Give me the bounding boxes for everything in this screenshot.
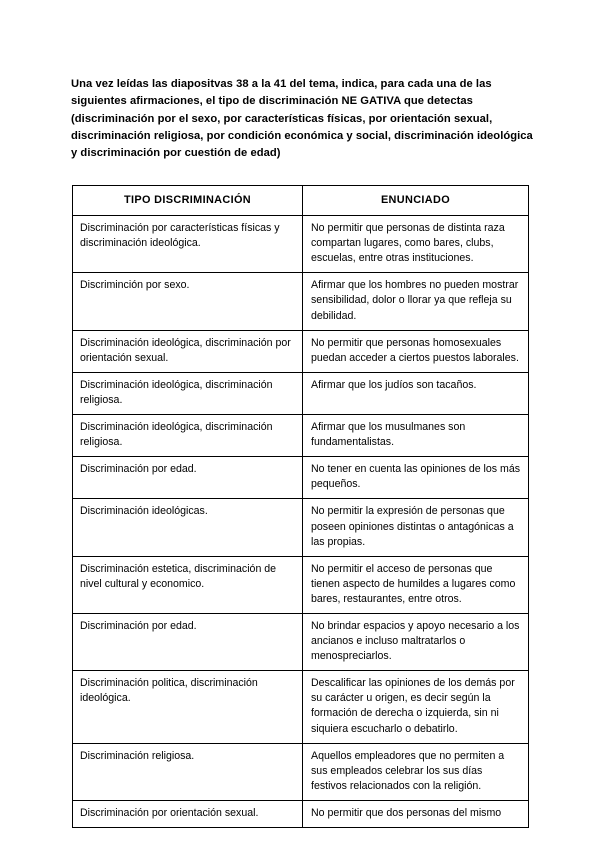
table-row (73, 613, 529, 670)
cell-type: Discriminación ideológica, discriminación religiosa. (73, 415, 303, 457)
intro-line-1: Una vez leídas las diapositvas 38 a la 41 del tema, indica, para cada una de las (71, 78, 492, 90)
column-header-statement: ENUNCIADO (303, 186, 529, 216)
cell-statement: No permitir que personas de distinta raza compartan lugares, como bares, clubs, escuelas, entre otras instituciones. (303, 216, 529, 273)
cell-type: Discriminación ideológica, discriminación religiosa. (73, 372, 303, 414)
cell-statement: No tener en cuenta las opiniones de los más pequeños. (303, 457, 529, 499)
intro-line-3: (discriminación por el sexo, por características físicas, por orientación sexual, (71, 112, 493, 125)
cell-statement: Afirmar que los judíos son tacaños. (303, 372, 529, 414)
cell-type: Discriminación estetica, discriminación de nivel cultural y economico. (73, 556, 303, 613)
intro-line-4: discriminación religiosa, por condición económica y social, discriminación ideológica (71, 129, 533, 142)
cell-type: Discriminación por edad. (73, 457, 303, 499)
table-row (73, 671, 529, 743)
cell-statement: Afirmar que los musulmanes son fundamentalistas. (303, 415, 529, 457)
table-row (73, 216, 529, 273)
cell-statement: Afirmar que los hombres no pueden mostrar sensibilidad, dolor o llorar ya que refleja su debilidad. (303, 273, 529, 330)
column-header-type: TIPO DISCRIMINACIÓN (73, 186, 303, 216)
cell-type: Discriminción por sexo. (73, 273, 303, 330)
cell-type: Discriminación ideológicas. (73, 499, 303, 556)
table-header (73, 186, 529, 216)
table-row (73, 743, 529, 800)
cell-statement: No permitir que personas homosexuales puedan acceder a ciertos puestos laborales. (303, 330, 529, 372)
cell-statement: Descalificar las opiniones de los demás por su carácter u origen, es decir según la formación de derecha o izquierda, sin ni siquiera escucharlo o debatirlo. (303, 671, 529, 743)
table-row (73, 415, 529, 457)
cell-type: Discriminación politica, discriminación ideológica. (73, 671, 303, 743)
table-row (73, 800, 529, 827)
table-row (73, 330, 529, 372)
cell-statement: No brindar espacios y apoyo necesario a los ancianos e incluso maltratarlos o menospreciarlos. (303, 613, 529, 670)
table-row (73, 372, 529, 414)
cell-statement: No permitir el acceso de personas que tienen aspecto de humildes a lugares como bares, restaurantes, entre otros. (303, 556, 529, 613)
intro-line-2: siguientes afirmaciones, el tipo de discriminación NE GATIVA que detectas (71, 95, 473, 108)
cell-type: Discriminación por características físicas y discriminación ideológica. (73, 216, 303, 273)
cell-type: Discriminación por orientación sexual. (73, 800, 303, 827)
intro-line-5: y discriminación por cuestión de edad) (71, 147, 281, 160)
cell-statement: Aquellos empleadores que no permiten a sus empleados celebrar los sus días festivos relacionados con la religión. (303, 743, 529, 800)
table-row (73, 556, 529, 613)
table-body (73, 216, 529, 828)
cell-statement: No permitir que dos personas del mismo (303, 800, 529, 827)
discrimination-table-wrapper (72, 185, 528, 828)
cell-statement: No permitir la expresión de personas que poseen opiniones distintas o antagónicas a las propias. (303, 499, 529, 556)
intro-paragraph (71, 76, 533, 162)
table-row (73, 457, 529, 499)
cell-type: Discriminación ideológica, discriminación por orientación sexual. (73, 330, 303, 372)
table-header-row (73, 186, 529, 216)
cell-type: Discriminación por edad. (73, 613, 303, 670)
discrimination-table (72, 185, 529, 828)
table-row (73, 499, 529, 556)
cell-type: Discriminación religiosa. (73, 743, 303, 800)
table-row (73, 273, 529, 330)
